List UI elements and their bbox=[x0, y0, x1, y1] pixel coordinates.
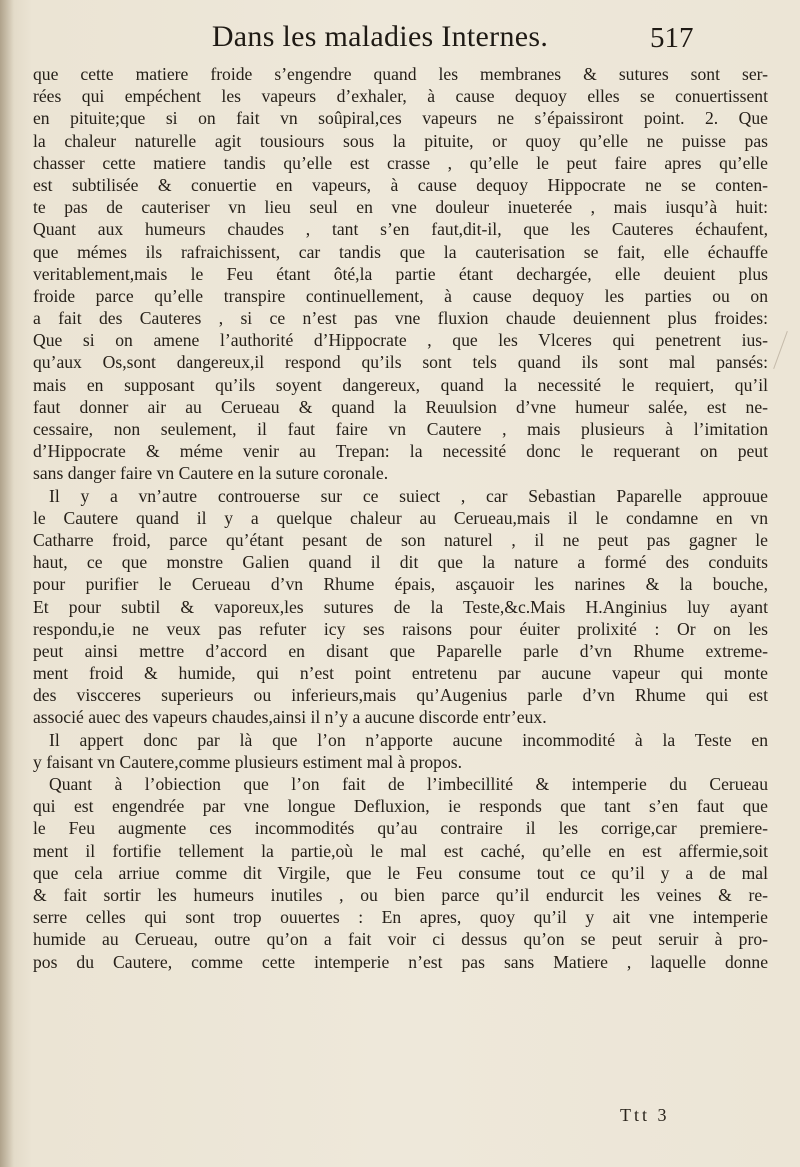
running-title: Dans les maladies Internes. bbox=[211, 20, 549, 53]
text-line: que cette matiere froide s’engendre quand les membranes & sutures sont ser- bbox=[33, 64, 768, 84]
text-line: te pas de cauteriser vn lieu seul en vne douleur inueterée , mais iusqu’à huit: bbox=[33, 197, 768, 218]
text-line: froide parce qu’elle transpire continuellement, à cause dequoy les parties ou on bbox=[33, 285, 768, 306]
text-line: cessaire, non seulement, il faut faire vn Cautere , mais plusieurs à l’imitation bbox=[33, 419, 768, 439]
text-line: est subtilisée & conuertie en vapeurs, à cause dequoy Hippocrate ne se conten- bbox=[33, 174, 768, 195]
body-text bbox=[33, 63, 768, 973]
text-line: Quant aux humeurs chaudes , tant s’en faut,dit-il, que les Cauteres échaufent, bbox=[33, 219, 768, 240]
text-line: veritablement,mais le Feu étant ôté,la partie étant dechargée, elle deuient plus bbox=[33, 263, 768, 284]
text-line: Catharre froid, parce qu’étant pesant de son naturel , il ne peut pas gagner le bbox=[33, 529, 768, 550]
text-line: a fait des Cauteres , si ce n’est pas vne fluxion chaude deuiennent plus froides: bbox=[33, 308, 768, 329]
text-line: faut donner air au Cerueau & quand la Reuulsion d’vne humeur salée, est ne- bbox=[33, 396, 768, 417]
text-line: qui est engendrée par vne longue Defluxion, ie responds que tant s’en faut que bbox=[33, 796, 768, 817]
text-line: le Cautere quand il y a quelque chaleur au Cerueau,mais il le condamne en vn bbox=[33, 507, 768, 528]
margin-mark bbox=[773, 331, 788, 369]
text-line: pour purifier le Cerueau d’vn Rhume épais, asçauoir les narines & la bouche, bbox=[33, 574, 768, 595]
text-line: & fait sortir les humeurs inutiles , ou bien parce qu’il endurcit les veines & re- bbox=[33, 884, 768, 905]
text-line: associé auec des vapeurs chaudes,ainsi il n’y a aucune discorde entr’eux. bbox=[33, 707, 547, 728]
text-line: serre celles qui sont trop ouuertes : En apres, quoy qu’il y ait vne intemperie bbox=[33, 907, 768, 928]
text-line: en pituite;que si on fait vn soûpiral,ces vapeurs ne s’épaissiront point. 2. Que bbox=[33, 108, 768, 129]
text-line: Il appert donc par là que l’on n’apporte aucune incommodité à la Teste en bbox=[49, 729, 768, 750]
text-line: haut, ce que monstre Galien quand il dit que la nature a formé des conduits bbox=[33, 552, 768, 573]
text-line: pos du Cautere, comme cette intemperie n’est pas sans Matiere , laquelle donne bbox=[33, 951, 768, 972]
text-line: humide au Cerueau, outre qu’on a fait voir ci dessus qu’on se peut seruir à pro- bbox=[33, 929, 768, 950]
text-line: sans danger faire vn Cautere en la suture coronale. bbox=[33, 463, 389, 484]
page-header bbox=[0, 20, 800, 60]
text-line: Que si on amene l’authorité d’Hippocrate , que les Vlceres qui penetrent ius- bbox=[33, 330, 768, 351]
text-line: le Feu augmente ces incommodités qu’au contraire il les corrige,car premiere- bbox=[33, 818, 768, 839]
text-line: ment froid & humide, qui n’est point entretenu par aucune vapeur qui monte bbox=[33, 663, 768, 684]
text-line: y faisant vn Cautere,comme plusieurs estiment mal à propos. bbox=[33, 751, 462, 772]
text-line: ment il fortifie tellement la partie,où le mal est caché, qu’elle en est affermie,soit bbox=[33, 840, 768, 861]
text-line: la chaleur naturelle agit tousiours sous la pituite, or quoy qu’elle ne puisse pas bbox=[33, 130, 768, 151]
text-line: des viscceres superieurs ou inferieurs,mais qu’Augenius parle d’vn Rhume qui est bbox=[33, 685, 768, 706]
text-line: que cela arriue comme dit Virgile, que le Feu consume tout ce qu’il y a de mal bbox=[33, 862, 768, 883]
text-line: chasser cette matiere tandis qu’elle est crasse , qu’elle le peut faire apres qu’elle bbox=[33, 152, 768, 173]
text-line: que mémes ils rafraichissent, car tandis que la cauterisation se fait, elle échauffe bbox=[33, 241, 768, 262]
gutter-shadow bbox=[0, 0, 14, 1167]
text-line: rées qui empéchent les vapeurs d’exhaler, à cause dequoy elles se conuertissent bbox=[33, 86, 768, 107]
text-line: peut ainsi mettre d’accord en disant que Paparelle parle d’vn Rhume extreme- bbox=[33, 640, 768, 661]
text-line: d’Hippocrate & méme venir au Trepan: la necessité donc le requerant on peut bbox=[33, 441, 768, 462]
text-line: Et pour subtil & vaporeux,les sutures de la Teste,&c.Mais H.Anginius luy ayant bbox=[33, 596, 768, 617]
signature-mark: Ttt 3 bbox=[620, 1105, 670, 1125]
text-line: Quant à l’obiection que l’on fait de l’imbecillité & intemperie du Cerueau bbox=[49, 774, 768, 794]
page-number: 517 bbox=[650, 22, 694, 54]
text-line: respondu,ie ne veux pas refuter icy ses raisons pour éuiter prolixité : Or on les bbox=[33, 618, 768, 639]
text-line: mais en supposant qu’ils soyent dangereux, quand la necessité le requiert, qu’il bbox=[33, 374, 768, 395]
text-line: qu’aux Os,sont dangereux,il respond qu’ils sont tels quand ils sont mal pansés: bbox=[33, 352, 768, 373]
text-line: Il y a vn’autre controuerse sur ce suiect , car Sebastian Paparelle approuue bbox=[49, 485, 768, 506]
